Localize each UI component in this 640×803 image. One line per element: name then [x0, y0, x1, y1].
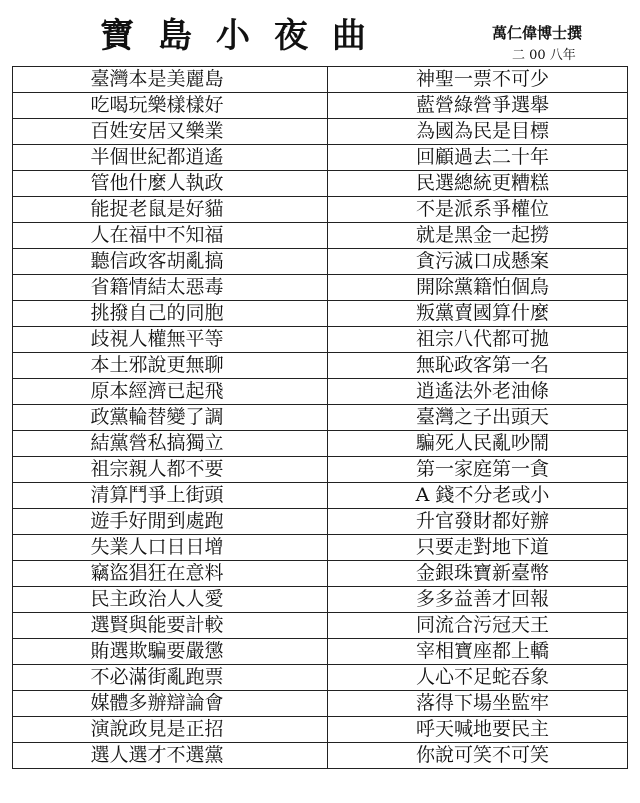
date-line: 二 00 八年 [512, 48, 576, 63]
verse-right: 開除黨籍怕個鳥 [328, 275, 628, 301]
verse-row [13, 353, 628, 379]
verse-right: 祖宗八代都可拋 [328, 327, 628, 353]
verse-right: 呼天喊地要民主 [328, 717, 628, 743]
verse-right: 落得下場坐監牢 [328, 691, 628, 717]
verse-left: 賄選欺騙要嚴懲 [13, 639, 328, 665]
verse-row [13, 743, 628, 769]
verse-row [13, 509, 628, 535]
verse-right: 藍營綠營爭選舉 [328, 93, 628, 119]
verse-right: 神聖一票不可少 [328, 67, 628, 93]
verse-right: 人心不足蛇吞象 [328, 665, 628, 691]
verse-row [13, 691, 628, 717]
verse-left: 清算鬥爭上街頭 [13, 483, 328, 509]
verse-row [13, 327, 628, 353]
verse-left: 聽信政客胡亂搞 [13, 249, 328, 275]
verse-left: 媒體多辦辯論會 [13, 691, 328, 717]
verse-row [13, 483, 628, 509]
verse-row [13, 379, 628, 405]
verse-right: A 錢不分老或小 [328, 483, 628, 509]
verse-right: 宰相寶座都上轎 [328, 639, 628, 665]
verse-left: 失業人口日日增 [13, 535, 328, 561]
verse-left: 原本經濟已起飛 [13, 379, 328, 405]
poem-table-body [13, 67, 628, 769]
verse-right: 叛黨賣國算什麼 [328, 301, 628, 327]
verse-left: 政黨輪替變了調 [13, 405, 328, 431]
verse-left: 百姓安居又樂業 [13, 119, 328, 145]
verse-left: 遊手好閒到處跑 [13, 509, 328, 535]
verse-row [13, 275, 628, 301]
verse-row [13, 587, 628, 613]
verse-right: 回顧過去二十年 [328, 145, 628, 171]
verse-right: 只要走對地下道 [328, 535, 628, 561]
verse-row [13, 665, 628, 691]
verse-right: 多多益善才回報 [328, 587, 628, 613]
verse-right: 臺灣之子出頭天 [328, 405, 628, 431]
verse-left: 省籍情結太惡毒 [13, 275, 328, 301]
author-line: 萬仁偉博士撰 [492, 24, 583, 42]
verse-row [13, 249, 628, 275]
verse-left: 民主政治人人愛 [13, 587, 328, 613]
verse-row [13, 223, 628, 249]
verse-row [13, 717, 628, 743]
verse-row [13, 639, 628, 665]
verse-right: 無恥政客第一名 [328, 353, 628, 379]
verse-left: 選賢與能要計較 [13, 613, 328, 639]
verse-left: 結黨營私搞獨立 [13, 431, 328, 457]
verse-row [13, 93, 628, 119]
verse-left: 歧視人權無平等 [13, 327, 328, 353]
verse-right: 同流合污冠天王 [328, 613, 628, 639]
poem-title: 寶島小夜曲 [100, 16, 390, 56]
verse-left: 選人選才不選黨 [13, 743, 328, 769]
verse-left: 能捉老鼠是好貓 [13, 197, 328, 223]
verse-row [13, 457, 628, 483]
verse-right: 貪污滅口成懸案 [328, 249, 628, 275]
verse-row [13, 301, 628, 327]
verse-row [13, 67, 628, 93]
verse-row [13, 405, 628, 431]
verse-row [13, 535, 628, 561]
verse-right: 第一家庭第一貪 [328, 457, 628, 483]
verse-row [13, 145, 628, 171]
verse-right: 不是派系爭權位 [328, 197, 628, 223]
verse-left: 管他什麼人執政 [13, 171, 328, 197]
verse-left: 挑撥自己的同胞 [13, 301, 328, 327]
verse-left: 竊盜猖狂在意料 [13, 561, 328, 587]
verse-row [13, 613, 628, 639]
verse-row [13, 431, 628, 457]
verse-row [13, 119, 628, 145]
verse-right: 你說可笑不可笑 [328, 743, 628, 769]
verse-row [13, 171, 628, 197]
verse-right: 逍遙法外老油條 [328, 379, 628, 405]
verse-row [13, 561, 628, 587]
verse-left: 吃喝玩樂樣樣好 [13, 93, 328, 119]
verse-left: 臺灣本是美麗島 [13, 67, 328, 93]
verse-left: 演說政見是正招 [13, 717, 328, 743]
verse-left: 本土邪說更無聊 [13, 353, 328, 379]
verse-right: 民選總統更糟糕 [328, 171, 628, 197]
verse-row [13, 197, 628, 223]
verse-left: 不必滿街亂跑票 [13, 665, 328, 691]
verse-right: 金銀珠寶新臺幣 [328, 561, 628, 587]
verse-right: 為國為民是目標 [328, 119, 628, 145]
verse-left: 人在福中不知福 [13, 223, 328, 249]
verse-right: 升官發財都好辦 [328, 509, 628, 535]
verse-left: 半個世紀都逍遙 [13, 145, 328, 171]
verse-right: 就是黑金一起撈 [328, 223, 628, 249]
verse-left: 祖宗親人都不要 [13, 457, 328, 483]
poem-table [12, 66, 628, 769]
verse-right: 騙死人民亂吵鬧 [328, 431, 628, 457]
